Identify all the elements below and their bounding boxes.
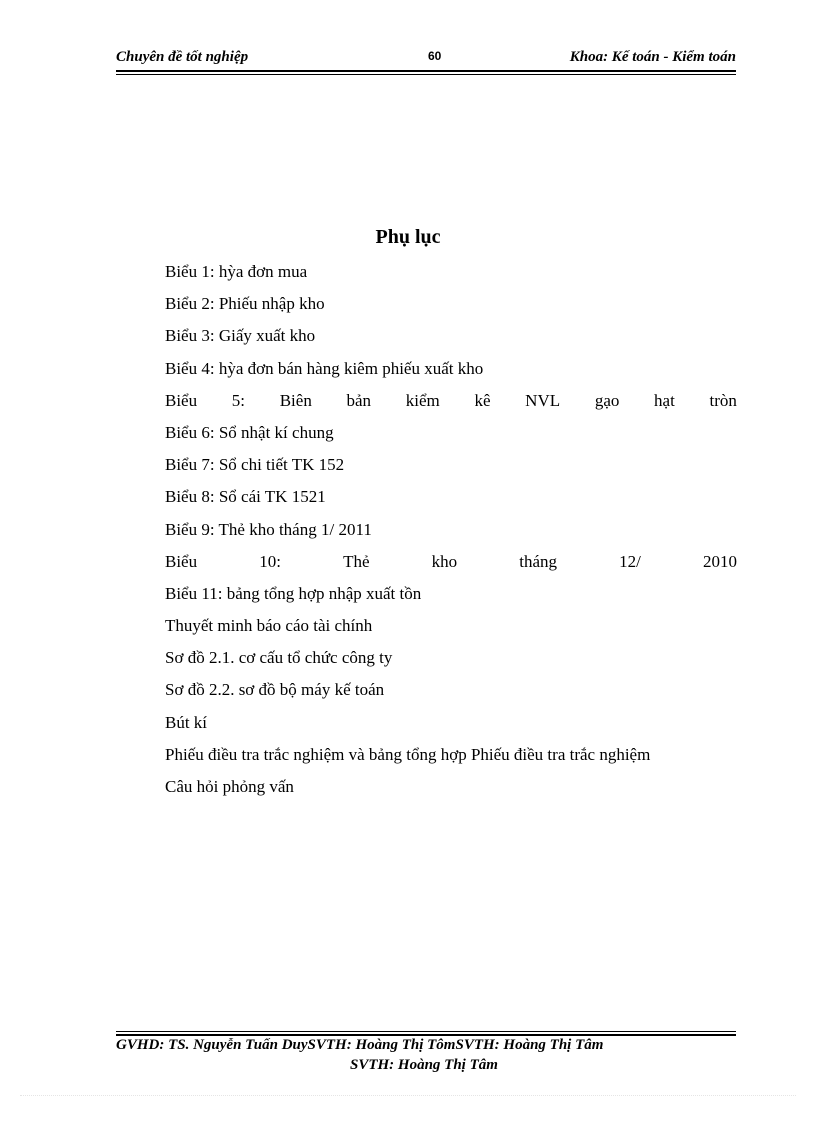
list-item-word: Biểu: [165, 551, 198, 571]
list-item-word: gạo: [594, 390, 620, 410]
list-item: Câu hỏi phỏng vấn: [165, 777, 294, 796]
footer-rule-thin: [116, 1031, 736, 1032]
list-item-word: NVL: [525, 390, 561, 410]
list-item-word: kê: [474, 390, 491, 410]
list-item: Biểu 1: hỳa đơn mua: [165, 262, 308, 281]
header-right-title: Khoa: Kế toán - Kiểm toán: [569, 49, 736, 65]
list-item: Biểu 2: Phiếu nhập kho: [165, 294, 325, 314]
list-item-word: 2010: [702, 551, 737, 571]
list-item-justified: [165, 552, 737, 584]
header-left-title: Chuyên đề tốt nghiệp: [116, 49, 249, 65]
list-item: Phiếu điều tra trắc nghiệm và bảng tổng hợp Phiếu điều tra trắc nghiệm: [165, 744, 651, 764]
appendix-title: Phụ lục: [375, 226, 441, 248]
list-item: Biểu 7: Sổ chi tiết TK 152: [165, 455, 345, 475]
list-item-word: kiểm: [405, 390, 440, 410]
list-item: Bút kí: [165, 712, 208, 732]
list-item-word: 5:: [231, 390, 246, 410]
list-item-word: Thẻ: [343, 551, 370, 571]
list-item-justified: [165, 391, 737, 423]
list-item: Sơ đồ 2.2. sơ đồ bộ máy kế toán: [165, 680, 385, 700]
list-item: Biểu 6: Sổ nhật kí chung: [165, 422, 334, 442]
list-item-word: bản: [346, 390, 372, 410]
list-item-word: 12/: [619, 551, 641, 571]
header-rule-thin: [116, 74, 736, 75]
list-item: Biểu 4: hỳa đơn bán hàng kiêm phiếu xuất kho: [165, 358, 484, 378]
list-item-word: hạt: [654, 390, 675, 410]
header-rule-thick: [116, 70, 736, 72]
list-item-word: tháng: [519, 551, 557, 571]
list-item: Thuyết minh báo cáo tài chính: [165, 616, 373, 636]
list-item: Biểu 9: Thẻ kho tháng 1/ 2011: [165, 519, 372, 539]
footer-line-2: SVTH: Hoàng Thị Tâm: [350, 1057, 498, 1073]
list-item: Biểu 11: bảng tổng hợp nhập xuất tồn: [165, 583, 422, 603]
appendix-list: [165, 262, 737, 809]
page-edge-dotted: [20, 1095, 796, 1096]
list-item: Sơ đồ 2.1. cơ cấu tổ chức công ty: [165, 648, 393, 668]
list-item-word: kho: [431, 551, 458, 571]
page-number: 60: [428, 49, 442, 63]
list-item-word: 10:: [259, 551, 281, 571]
footer-rule-thick: [116, 1034, 736, 1036]
list-item: Biểu 8: Sổ cái TK 1521: [165, 487, 326, 507]
list-item-word: tròn: [709, 390, 737, 410]
page-header: [116, 46, 736, 68]
list-item: Biểu 3: Giấy xuất kho: [165, 326, 316, 346]
footer-line-1: GVHD: TS. Nguyễn Tuấn DuySVTH: Hoàng Thị TômSVTH: Hoàng Thị Tâm: [116, 1037, 604, 1053]
list-item-word: Biểu: [165, 390, 198, 410]
list-item-word: Biên: [279, 390, 312, 410]
